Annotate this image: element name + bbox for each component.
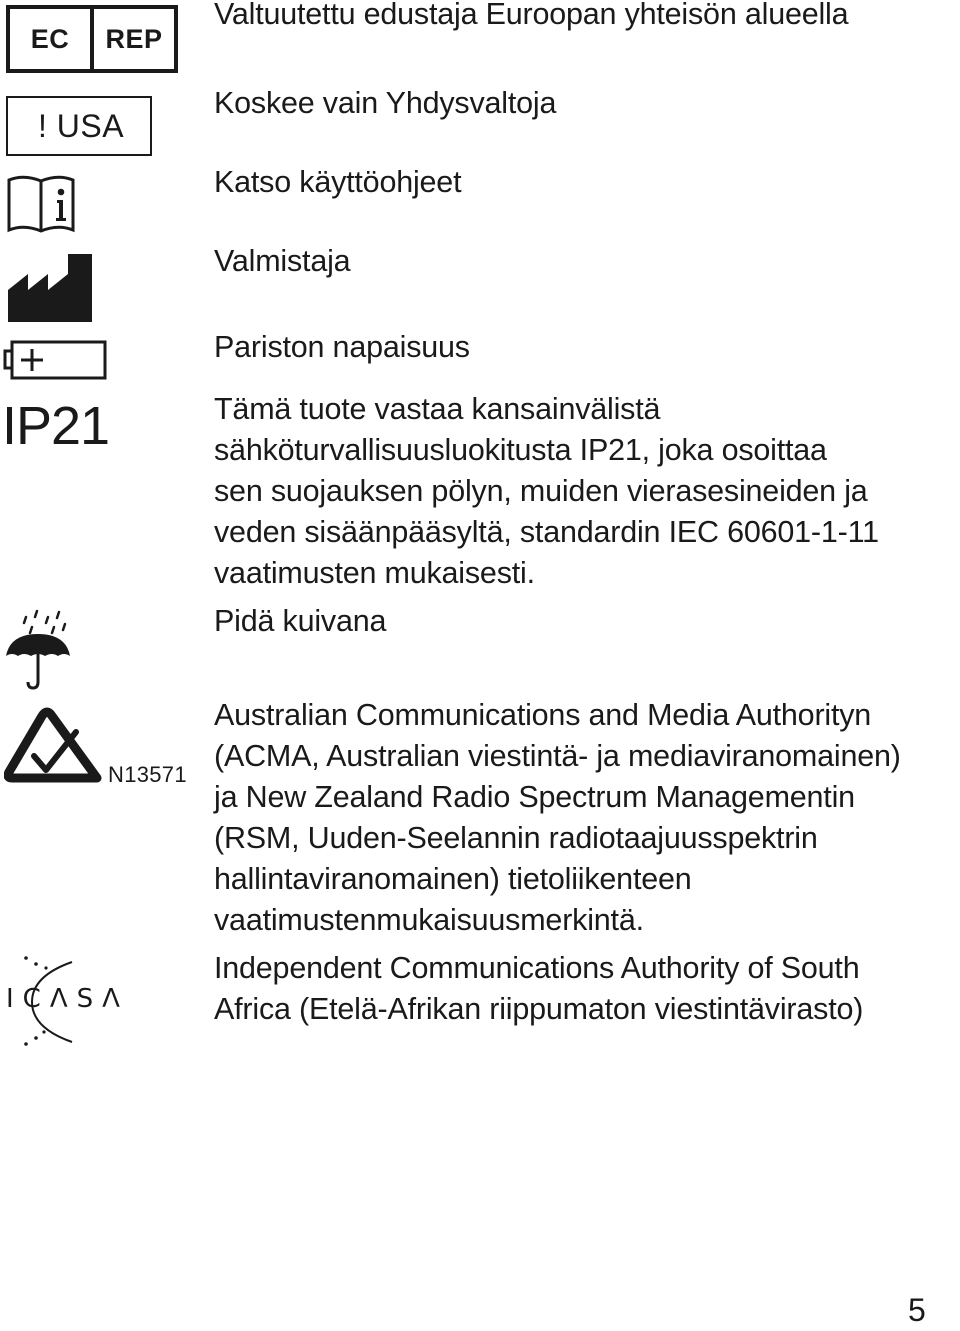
manufacturer-icon [8,252,92,322]
instructions-description: Katso käyttöohjeet [214,165,462,199]
rcm-checkmark-icon [4,706,102,786]
ec-rep-symbol [6,5,178,73]
keep-dry-description: Pidä kuivana [214,604,387,638]
ip-description: Tämä tuote vastaa kansainvälistä sähköturvallisuusluokitusta IP21, joka osoittaa sen suojauksen pölyn, muiden vierasesineiden ja veden sisäänpääsyltä, standardin IEC 60601-1-11 vaatimusten mukaisesti. [214,392,879,590]
rep-label: REP [90,9,174,69]
battery-description: Pariston napaisuus [214,330,470,364]
ec-label: EC [30,23,70,54]
icasa-letters: ICΛSΛ [6,984,129,1014]
usa-only-symbol: ! USA [6,96,152,156]
icasa-description: Independent Communications Authority of South Africa (Etelä-Afrikan riippumaton viestintävirasto) [214,951,864,1026]
consult-instructions-icon [6,172,76,234]
keep-dry-umbrella-icon [4,608,72,690]
ip-rating-label: IP21 [2,396,110,456]
usa-description: Koskee vain Yhdysvaltoja [214,86,557,120]
rcm-supplier-code: N13571 [108,762,187,787]
manufacturer-description: Valmistaja [214,244,351,278]
rcm-description: Australian Communications and Media Authorityn (ACMA, Australian viestintä- ja mediaviranomainen) ja New Zealand Radio Spectrum Managementin (RSM, Uuden-Seelannin radiotaajuusspektrin hallintaviranomainen) tietoliikenteen vaatimustenmukaisuusmerkintä. [214,698,901,937]
ec-rep-description: Valtuutettu edustaja Euroopan yhteisön alueella [214,0,849,31]
page-number: 5 [908,1292,926,1328]
battery-polarity-icon [2,338,108,382]
